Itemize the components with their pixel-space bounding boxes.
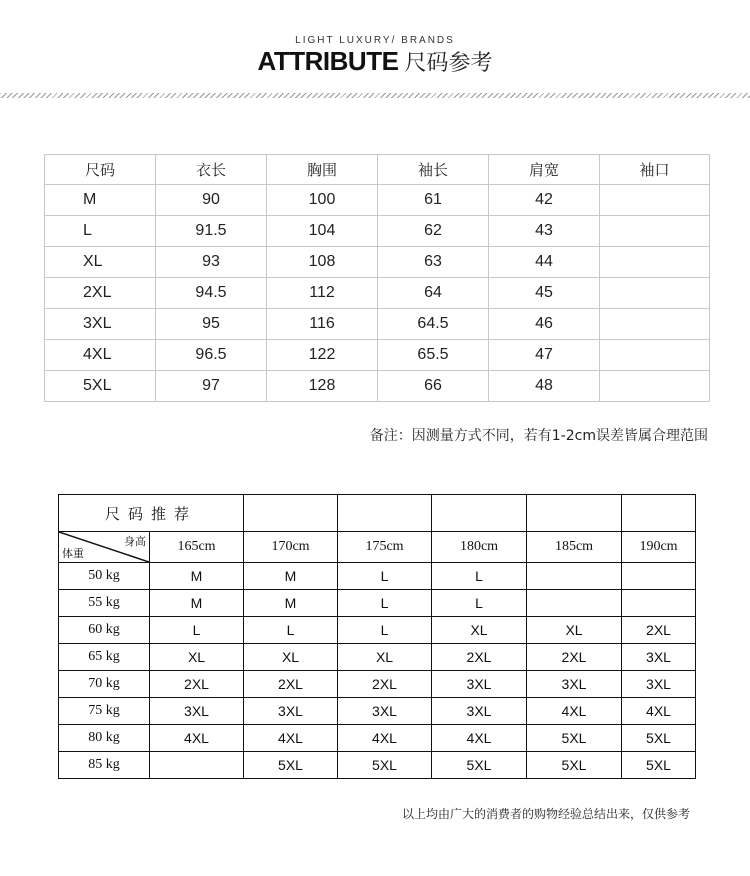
recommend-title-row (59, 495, 696, 532)
size-value-cell: 96.5 (156, 340, 267, 371)
size-label-cell: 4XL (45, 340, 156, 371)
recommend-empty-cell (338, 495, 432, 532)
size-table-row (45, 371, 710, 402)
size-value-cell: 42 (489, 185, 600, 216)
recommended-size-cell: 2XL (527, 644, 622, 671)
height-axis-label: 身高 (124, 536, 146, 548)
size-value-cell: 94.5 (156, 278, 267, 309)
recommended-size-cell: 4XL (527, 698, 622, 725)
size-value-cell (600, 340, 710, 371)
size-table-row (45, 185, 710, 216)
weight-label-cell: 55 kg (59, 590, 150, 617)
recommended-size-cell: 5XL (527, 752, 622, 779)
recommended-size-cell: 3XL (622, 671, 696, 698)
brand-subtitle: LIGHT LUXURY/ BRANDS (295, 35, 455, 46)
size-label-cell: 3XL (45, 309, 156, 340)
size-value-cell (600, 247, 710, 278)
size-label-cell: XL (45, 247, 156, 278)
recommended-size-cell: XL (150, 644, 244, 671)
size-value-cell: 128 (267, 371, 378, 402)
height-weight-diagonal-cell (59, 532, 150, 563)
size-value-cell: 45 (489, 278, 600, 309)
size-label-cell: L (45, 216, 156, 247)
recommend-empty-cell (527, 495, 622, 532)
size-value-cell: 93 (156, 247, 267, 278)
size-value-cell: 122 (267, 340, 378, 371)
size-value-cell: 43 (489, 216, 600, 247)
recommended-size-cell: 3XL (244, 698, 338, 725)
size-label-cell: 5XL (45, 371, 156, 402)
recommend-height-row (59, 532, 696, 563)
recommended-size-cell: XL (527, 617, 622, 644)
recommend-row (59, 563, 696, 590)
recommended-size-cell: 2XL (150, 671, 244, 698)
size-chart-table (44, 154, 710, 402)
recommended-size-cell: L (432, 563, 527, 590)
recommended-size-cell: M (244, 590, 338, 617)
recommend-title: 尺码推荐 (59, 495, 244, 532)
recommended-size-cell: 3XL (622, 644, 696, 671)
recommended-size-cell: L (338, 590, 432, 617)
recommended-size-cell: 4XL (338, 725, 432, 752)
recommend-empty-cell (244, 495, 338, 532)
size-table-header-cell: 袖口 (600, 155, 710, 185)
recommended-size-cell: L (150, 617, 244, 644)
size-value-cell: 66 (378, 371, 489, 402)
recommended-size-cell: L (338, 563, 432, 590)
recommended-size-cell: 3XL (432, 671, 527, 698)
size-value-cell: 65.5 (378, 340, 489, 371)
recommended-size-cell (527, 563, 622, 590)
footer-disclaimer: 以上均由广大的消费者的购物经验总结出来，仅供参考 (401, 807, 690, 821)
size-value-cell: 47 (489, 340, 600, 371)
recommended-size-cell: 4XL (150, 725, 244, 752)
size-value-cell: 64 (378, 278, 489, 309)
recommended-size-cell: 5XL (338, 752, 432, 779)
recommended-size-cell: XL (338, 644, 432, 671)
size-label-cell: M (45, 185, 156, 216)
size-value-cell (600, 371, 710, 402)
height-header-cell: 190cm (622, 532, 696, 563)
recommend-row (59, 725, 696, 752)
size-table-header-cell: 尺码 (45, 155, 156, 185)
weight-label-cell: 50 kg (59, 563, 150, 590)
size-value-cell: 97 (156, 371, 267, 402)
recommended-size-cell: XL (432, 617, 527, 644)
size-table-header-cell: 袖长 (378, 155, 489, 185)
size-value-cell: 95 (156, 309, 267, 340)
weight-label-cell: 65 kg (59, 644, 150, 671)
size-value-cell: 116 (267, 309, 378, 340)
title-chinese: 尺码参考 (404, 51, 493, 76)
recommended-size-cell: 3XL (527, 671, 622, 698)
size-value-cell: 112 (267, 278, 378, 309)
recommended-size-cell: 5XL (527, 725, 622, 752)
size-table-row (45, 340, 710, 371)
recommended-size-cell: 2XL (432, 644, 527, 671)
weight-label-cell: 85 kg (59, 752, 150, 779)
recommend-row (59, 617, 696, 644)
recommended-size-cell (622, 563, 696, 590)
size-recommendation-table (58, 494, 696, 779)
size-value-cell: 62 (378, 216, 489, 247)
recommend-row (59, 671, 696, 698)
size-value-cell (600, 309, 710, 340)
recommended-size-cell: M (150, 590, 244, 617)
size-table-header-cell: 肩宽 (489, 155, 600, 185)
height-header-cell: 165cm (150, 532, 244, 563)
size-label-cell: 2XL (45, 278, 156, 309)
size-value-cell (600, 216, 710, 247)
measurement-note: 备注：因测量方式不同，若有1-2cm误差皆属合理范围 (369, 428, 708, 444)
recommended-size-cell (527, 590, 622, 617)
recommended-size-cell: 4XL (432, 725, 527, 752)
weight-label-cell: 60 kg (59, 617, 150, 644)
weight-label-cell: 80 kg (59, 725, 150, 752)
height-header-cell: 175cm (338, 532, 432, 563)
recommended-size-cell: 2XL (244, 671, 338, 698)
height-header-cell: 185cm (527, 532, 622, 563)
size-table-header-cell: 胸围 (267, 155, 378, 185)
recommended-size-cell: L (432, 590, 527, 617)
size-table-row (45, 309, 710, 340)
recommended-size-cell: 4XL (244, 725, 338, 752)
recommended-size-cell: 2XL (338, 671, 432, 698)
size-value-cell (600, 185, 710, 216)
weight-label-cell: 70 kg (59, 671, 150, 698)
size-value-cell: 46 (489, 309, 600, 340)
size-value-cell: 100 (267, 185, 378, 216)
recommended-size-cell: 5XL (622, 752, 696, 779)
recommended-size-cell: 2XL (622, 617, 696, 644)
size-table-header-row (45, 155, 710, 185)
recommended-size-cell: M (244, 563, 338, 590)
size-value-cell (600, 278, 710, 309)
size-value-cell: 44 (489, 247, 600, 278)
title-english: ATTRIBUTE (257, 46, 399, 76)
page-title (0, 46, 750, 77)
recommended-size-cell: 5XL (432, 752, 527, 779)
recommend-row (59, 698, 696, 725)
size-value-cell: 108 (267, 247, 378, 278)
recommended-size-cell: 3XL (338, 698, 432, 725)
size-table-row (45, 278, 710, 309)
recommended-size-cell: L (244, 617, 338, 644)
recommended-size-cell: 3XL (432, 698, 527, 725)
size-table-row (45, 247, 710, 278)
size-table-row (45, 216, 710, 247)
recommended-size-cell: M (150, 563, 244, 590)
weight-axis-label: 体重 (62, 548, 84, 560)
size-value-cell: 64.5 (378, 309, 489, 340)
size-value-cell: 63 (378, 247, 489, 278)
size-value-cell: 91.5 (156, 216, 267, 247)
weight-label-cell: 75 kg (59, 698, 150, 725)
size-value-cell: 61 (378, 185, 489, 216)
size-table-header-cell: 衣长 (156, 155, 267, 185)
recommend-row (59, 644, 696, 671)
recommended-size-cell (622, 590, 696, 617)
size-value-cell: 48 (489, 371, 600, 402)
recommended-size-cell: XL (244, 644, 338, 671)
recommended-size-cell: 5XL (622, 725, 696, 752)
recommend-row (59, 590, 696, 617)
recommend-empty-cell (622, 495, 696, 532)
recommended-size-cell: 5XL (244, 752, 338, 779)
height-header-cell: 170cm (244, 532, 338, 563)
recommended-size-cell: L (338, 617, 432, 644)
recommended-size-cell (150, 752, 244, 779)
recommended-size-cell: 3XL (150, 698, 244, 725)
recommend-empty-cell (432, 495, 527, 532)
recommend-row (59, 752, 696, 779)
size-value-cell: 90 (156, 185, 267, 216)
size-value-cell: 104 (267, 216, 378, 247)
hatch-divider (0, 93, 750, 98)
height-header-cell: 180cm (432, 532, 527, 563)
recommended-size-cell: 4XL (622, 698, 696, 725)
